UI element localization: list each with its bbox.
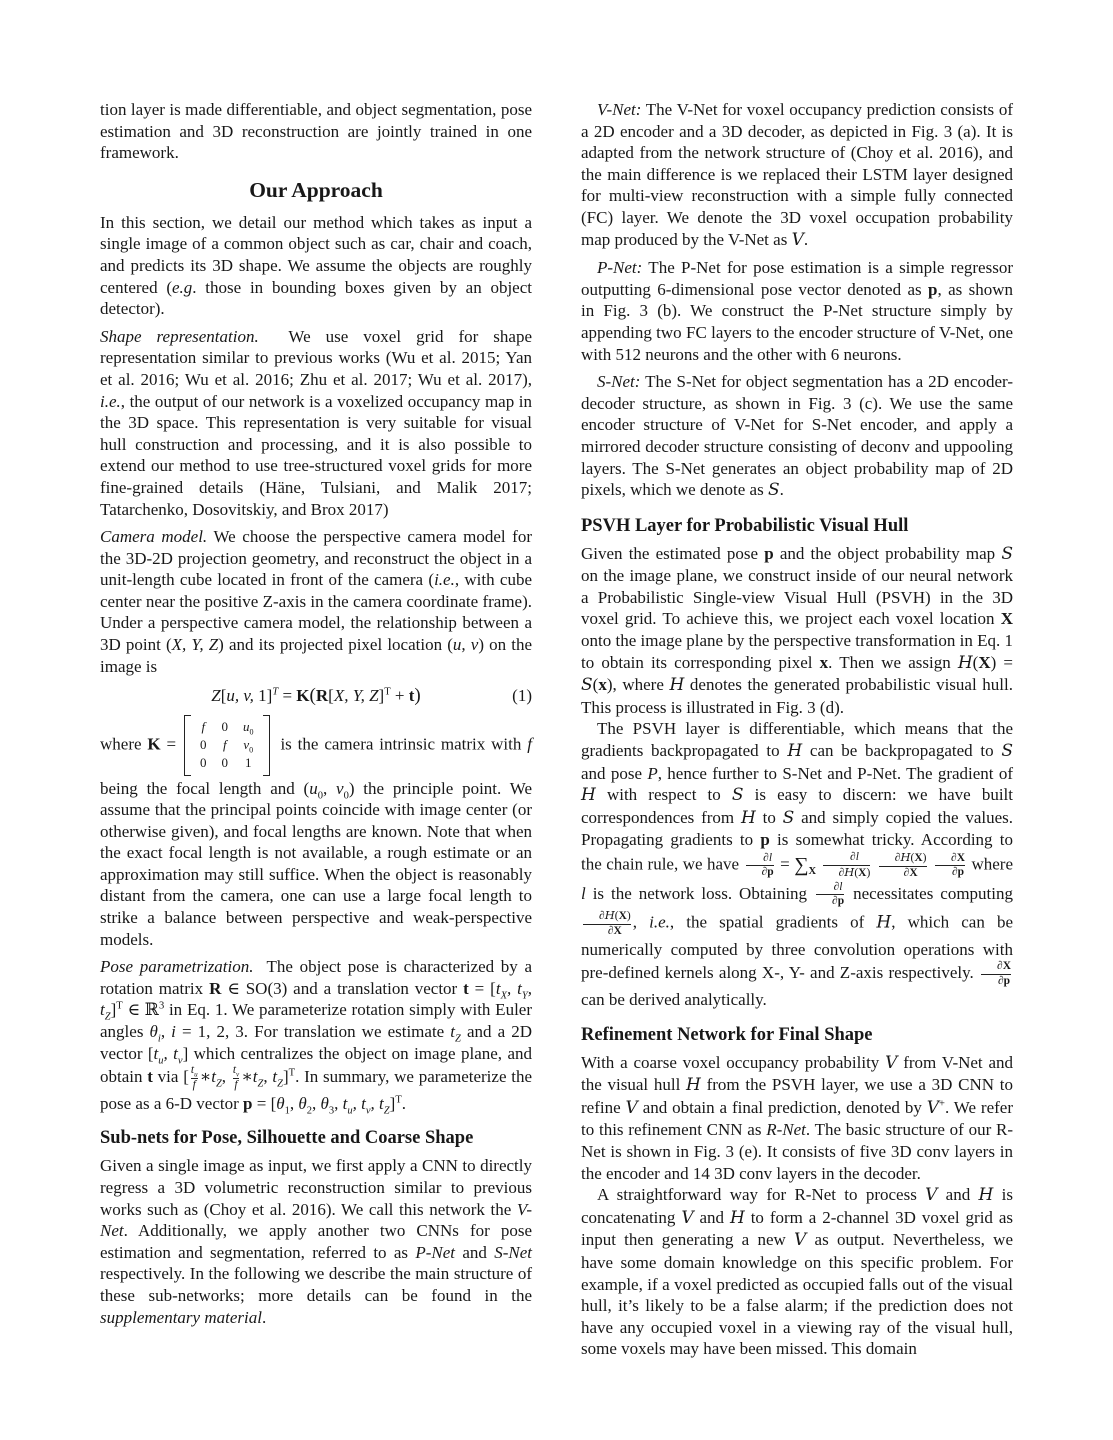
subsection-heading: PSVH Layer for Probabilistic Visual Hull <box>581 515 909 536</box>
paragraph: The PSVH layer is differentiable, which means that the gradients backpropagated to H can be backpropagated to S and pose P, hence further to S-Net and P-Net. The gradient of H with respect to S is easy to discern: we have built correspondences from H to S and simply copied the values. Propagating gradients to p is somewhat tricky. According to the chain rule, we have $\frac{\partial l}{\partial p}$ = $\sum_X$ $\frac{\partial l}{\partial H(X)}$ $\frac{\partial H(X)}{\partial X}$ $\frac{\partial X}{\partial p}$ where l is the network loss. Obtaining $\frac{\partial l}{\partial p}$ necessitates computing $\frac{\partial H(X)}{\partial X}$ , i.e., the spatial gradients of H, which can be numerically computed by three convolution operations with pre-defined kernels along X-, Y- and Z-axis respectively. $\frac{\partial X}{\partial p}$ can be derived analytically. <box>581 719 1014 1009</box>
paragraph: A straightforward way for R-Net to process V and H is concatenating V and H to form a 2-channel 3D voxel grid as input then generating a new V as output. Nevertheless, we have some domain knowledge on this specific problem. For example, if a voxel predicted as occupied falls out of the visual hull, it’s likely to be a false alarm; if the prediction does not have any occupied voxel in a viewing ray of the visual hull, some voxels may have been missed. This domain <box>581 1185 1013 1359</box>
paragraph: Given the estimated pose p and the object probability map S on the image plane, we construct inside of our neural network a Probabilistic Single-view Visual Hull (PSVH) in the 3D voxel grid. To achieve this, we project each voxel location X onto the image plane by the perspective transformation in Eq. 1 to obtain its corresponding pixel x. Then we assign H(X) = S(x), where H denotes the generated probabilistic visual hull. This process is illustrated in Fig. 3 (d). <box>581 543 1013 717</box>
paragraph: Shape representation. We use voxel grid for shape representation similar to previous works (Wu et al. 2015; Yan et al. 2016; Wu et al. 2016; Zhu et al. 2017; Wu et al. 2017), i.e., the output of our network is a voxelized occupancy map in the 3D space. This representation is very suitable for visual hull construction and processing, and it is also possible to extend our method to use tree-structured voxel grids for more fine-grained details (Häne, Tulsiani, and Malik 2017; Tatarchenko, Dosovitskiy, and Brox 2017) <box>100 326 533 519</box>
paragraph: S-Net: The S-Net for object segmentation has a 2D encoder-decoder structure, as shown in Fig. 3 (c). We use the same encoder structure of V-Net for S-Net encoder, and apply a mirrored decoder structure consisting of deconv and uppooling layers. The S-Net generates an object probability map of 2D pixels, which we denote as S. <box>581 372 1013 501</box>
right-column <box>581 99 1013 1360</box>
paragraph: Pose parametrization. The object pose is characterized by a rotation matrix R ∈ SO(3) and a translation vector $t = [t_X$, $t_Y$, $t_Z]^T$ ∈ ℝ$^3$ in Eq. 1. We parameterize rotation simply with Euler angles $\theta_i$, i = 1, 2, 3. For translation we estimate $t_Z$ and a 2D vector [$t_u$, $t_v$] which centralizes the object on image plane, and obtain t via [ $\frac{t_u}{f}$ $∗t_Z$, $\frac{t_v}{f}$ $∗t_Z$, $t_Z]^T$. In summary, we parameterize the pose as a 6-D vector $p = [\theta_1$, $\theta_2$, $\theta_3$, $t_u$, $t_v$, $t_Z]^T$. <box>100 957 533 1117</box>
subsection-heading: Refinement Network for Final Shape <box>581 1024 873 1045</box>
equation-number: (1) <box>512 686 532 706</box>
paragraph: In this section, we detail our method which takes as input a single image of a common object such as car, chair and coach, and predicts its 3D shape. We assume the objects are roughly centered (e.g. those in bounding boxes given by an object detector). <box>100 212 533 319</box>
camera-intrinsic-matrix: f 0 $u_0$ 0 f $v_0$ 0 0 1 <box>184 715 270 776</box>
subsection-heading: Sub-nets for Pose, Silhouette and Coarse Shape <box>100 1128 474 1149</box>
paragraph: tion layer is made differentiable, and object segmentation, pose estimation and 3D reconstruction are jointly trained in one framework. <box>100 100 532 163</box>
equation-body: Z[u, v, 1]$^T$ = K(R[X, Y, Z]$^T$ + t) <box>211 685 421 707</box>
paragraph: With a coarse voxel occupancy probability V from V-Net and the visual hull H from the PSVH layer, we use a 3D CNN to refine V and obtain a final prediction, denoted by V+. We refer to this refinement CNN as R-Net. The basic structure of our R-Net is shown in Fig. 3 (e). It consists of five 3D conv layers in the encoder and 14 3D conv layers in the decoder. <box>581 1052 1014 1183</box>
paragraph: Given a single image as input, we first apply a CNN to directly regress a 3D volumetric reconstruction similar to previous works such as (Choy et al. 2016). We call this network the V-Net. Additionally, we apply another two CNNs for pose estimation and segmentation, referred to as P-Net and S-Net respectively. In the following we describe the main structure of these sub-networks; more details can be found in the supplementary material. <box>100 1156 533 1327</box>
paragraph: P-Net: The P-Net for pose estimation is a simple regressor outputting 6-dimensional pose vector denoted as p, as shown in Fig. 3 (b). We construct the P-Net structure simply by appending two FC layers to the encoder structure of V-Net, one with 512 neurons and the other with 6 neurons. <box>581 258 1013 364</box>
left-column <box>100 99 532 1328</box>
paragraph: where K = f 0 $u_0$ 0 f $v_0$ 0 0 1 is the camera intrinsic matrix with f being the focal length and ($u_0$, $v_0$) the principle point. We assume that the principal points coincide with image center (or otherwise given), and focal lengths are known. Note that when the exact focal length is not available, a rough estimate or an approximation may still suffice. When the object is reasonably distant from the camera, one can use a large focal length to strike a balance between perspective and weak-perspective models. <box>100 713 532 950</box>
section-heading: Our Approach <box>249 177 383 202</box>
display-equation <box>100 685 532 707</box>
paragraph: V-Net: The V-Net for voxel occupancy prediction consists of a 2D encoder and a 3D decoder, as depicted in Fig. 3 (a). It is adapted from the network structure of (Choy et al. 2016), and the main difference is we replaced their LSTM layer designed for multi-view reconstruction with a simple fully connected (FC) layer. We denote the 3D voxel occupation probability map produced by the V-Net as V. <box>581 100 1013 250</box>
paragraph: Camera model. We choose the perspective camera model for the 3D-2D projection geometry, and reconstruct the object in a unit-length cube located in front of the camera (i.e., with cube center near the positive Z-axis in the camera coordinate frame). Under a perspective camera model, the relationship between a 3D point (X, Y, Z) and its projected pixel location (u, v) on the image is <box>100 527 533 676</box>
